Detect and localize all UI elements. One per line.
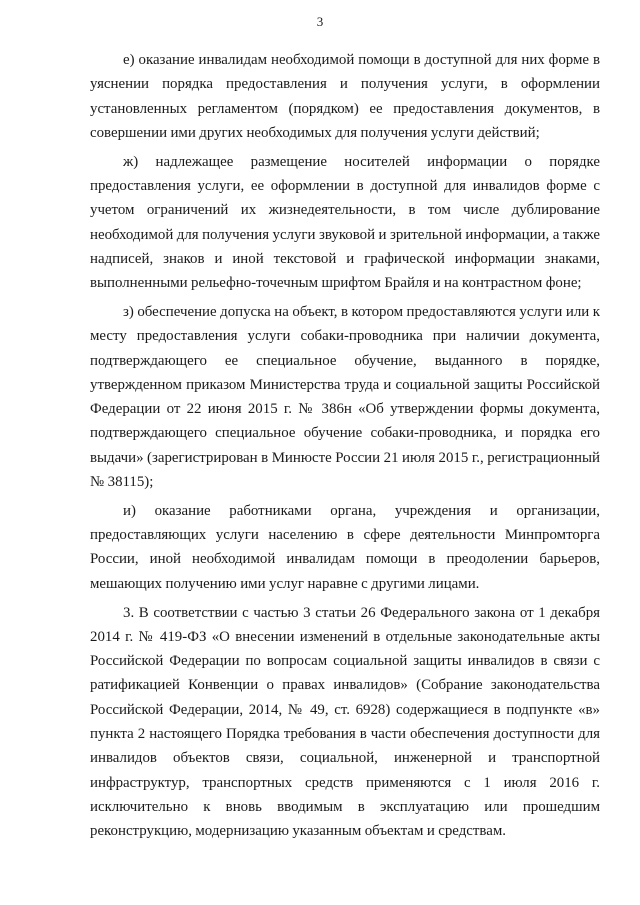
paragraph-subitem-zh: ж) надлежащее размещение носителей информации о порядке предоставления услуги, ее оформлении в доступной для инвалидов форме с учетом ограничений их жизнедеятельности, в том числе дублирование необходимой для получения услуги звуковой и зрительной информации, а также надписей, знаков и иной текстовой и графической информации знаками, выполненными рельефно-точечным шрифтом Брайля и на контрастном фоне; [90, 153, 600, 292]
paragraph-item-3: 3. В соответствии с частью 3 статьи 26 Федерального закона от 1 декабря 2014 г. № 419-ФЗ «О внесении изменений в отдельные законодательные акты Российской Федерации по вопросам социальной защиты инвалидов в связи с ратификацией Конвенции о правах инвалидов» (Собрание законодательства Российской Федерации, 2014, № 49, ст. 6928) содержащиеся в подпункте «в» пункта 2 настоящего Порядка требования в части обеспечения доступности для инвалидов объектов связи, социальной, инженерной и транспортной инфраструктур, транспортных средств применяются с 1 июля 2016 г. исключительно к вновь вводимым в эксплуатацию или прошедшим реконструкцию, модернизацию указанным объектам и средствам. [90, 604, 600, 840]
paragraph-subitem-z: з) обеспечение допуска на объект, в котором предоставляются услуги или к месту предоставления услуги собаки-проводника при наличии документа, подтверждающего ее специальное обучение, выданного в порядке, утвержденном приказом Министерства труда и социальной защиты Российской Федерации от 22 июня 2015 г. № 386н «Об утверждении формы документа, подтверждающего специальное обучение собаки-проводника, и порядка его выдачи» (зарегистрирован в Минюсте России 21 июля 2015 г., регистрационный № 38115); [90, 303, 600, 491]
paragraph-subitem-e: е) оказание инвалидам необходимой помощи в доступной для них форме в уяснении порядка предоставления и получения услуги, в оформлении установленных регламентом (порядком) ее предоставления документов, в совершении ими других необходимых для получения услуги действий; [90, 52, 600, 141]
paragraph-subitem-i: и) оказание работниками органа, учреждения и организации, предоставляющих услуги населению в сфере деятельности Минпромторга России, иной необходимой инвалидам помощи в преодолении барьеров, мешающих получению ими услуг наравне с другими лицами. [90, 502, 600, 592]
document-body [90, 48, 600, 848]
page-number: 3 [316, 14, 324, 29]
